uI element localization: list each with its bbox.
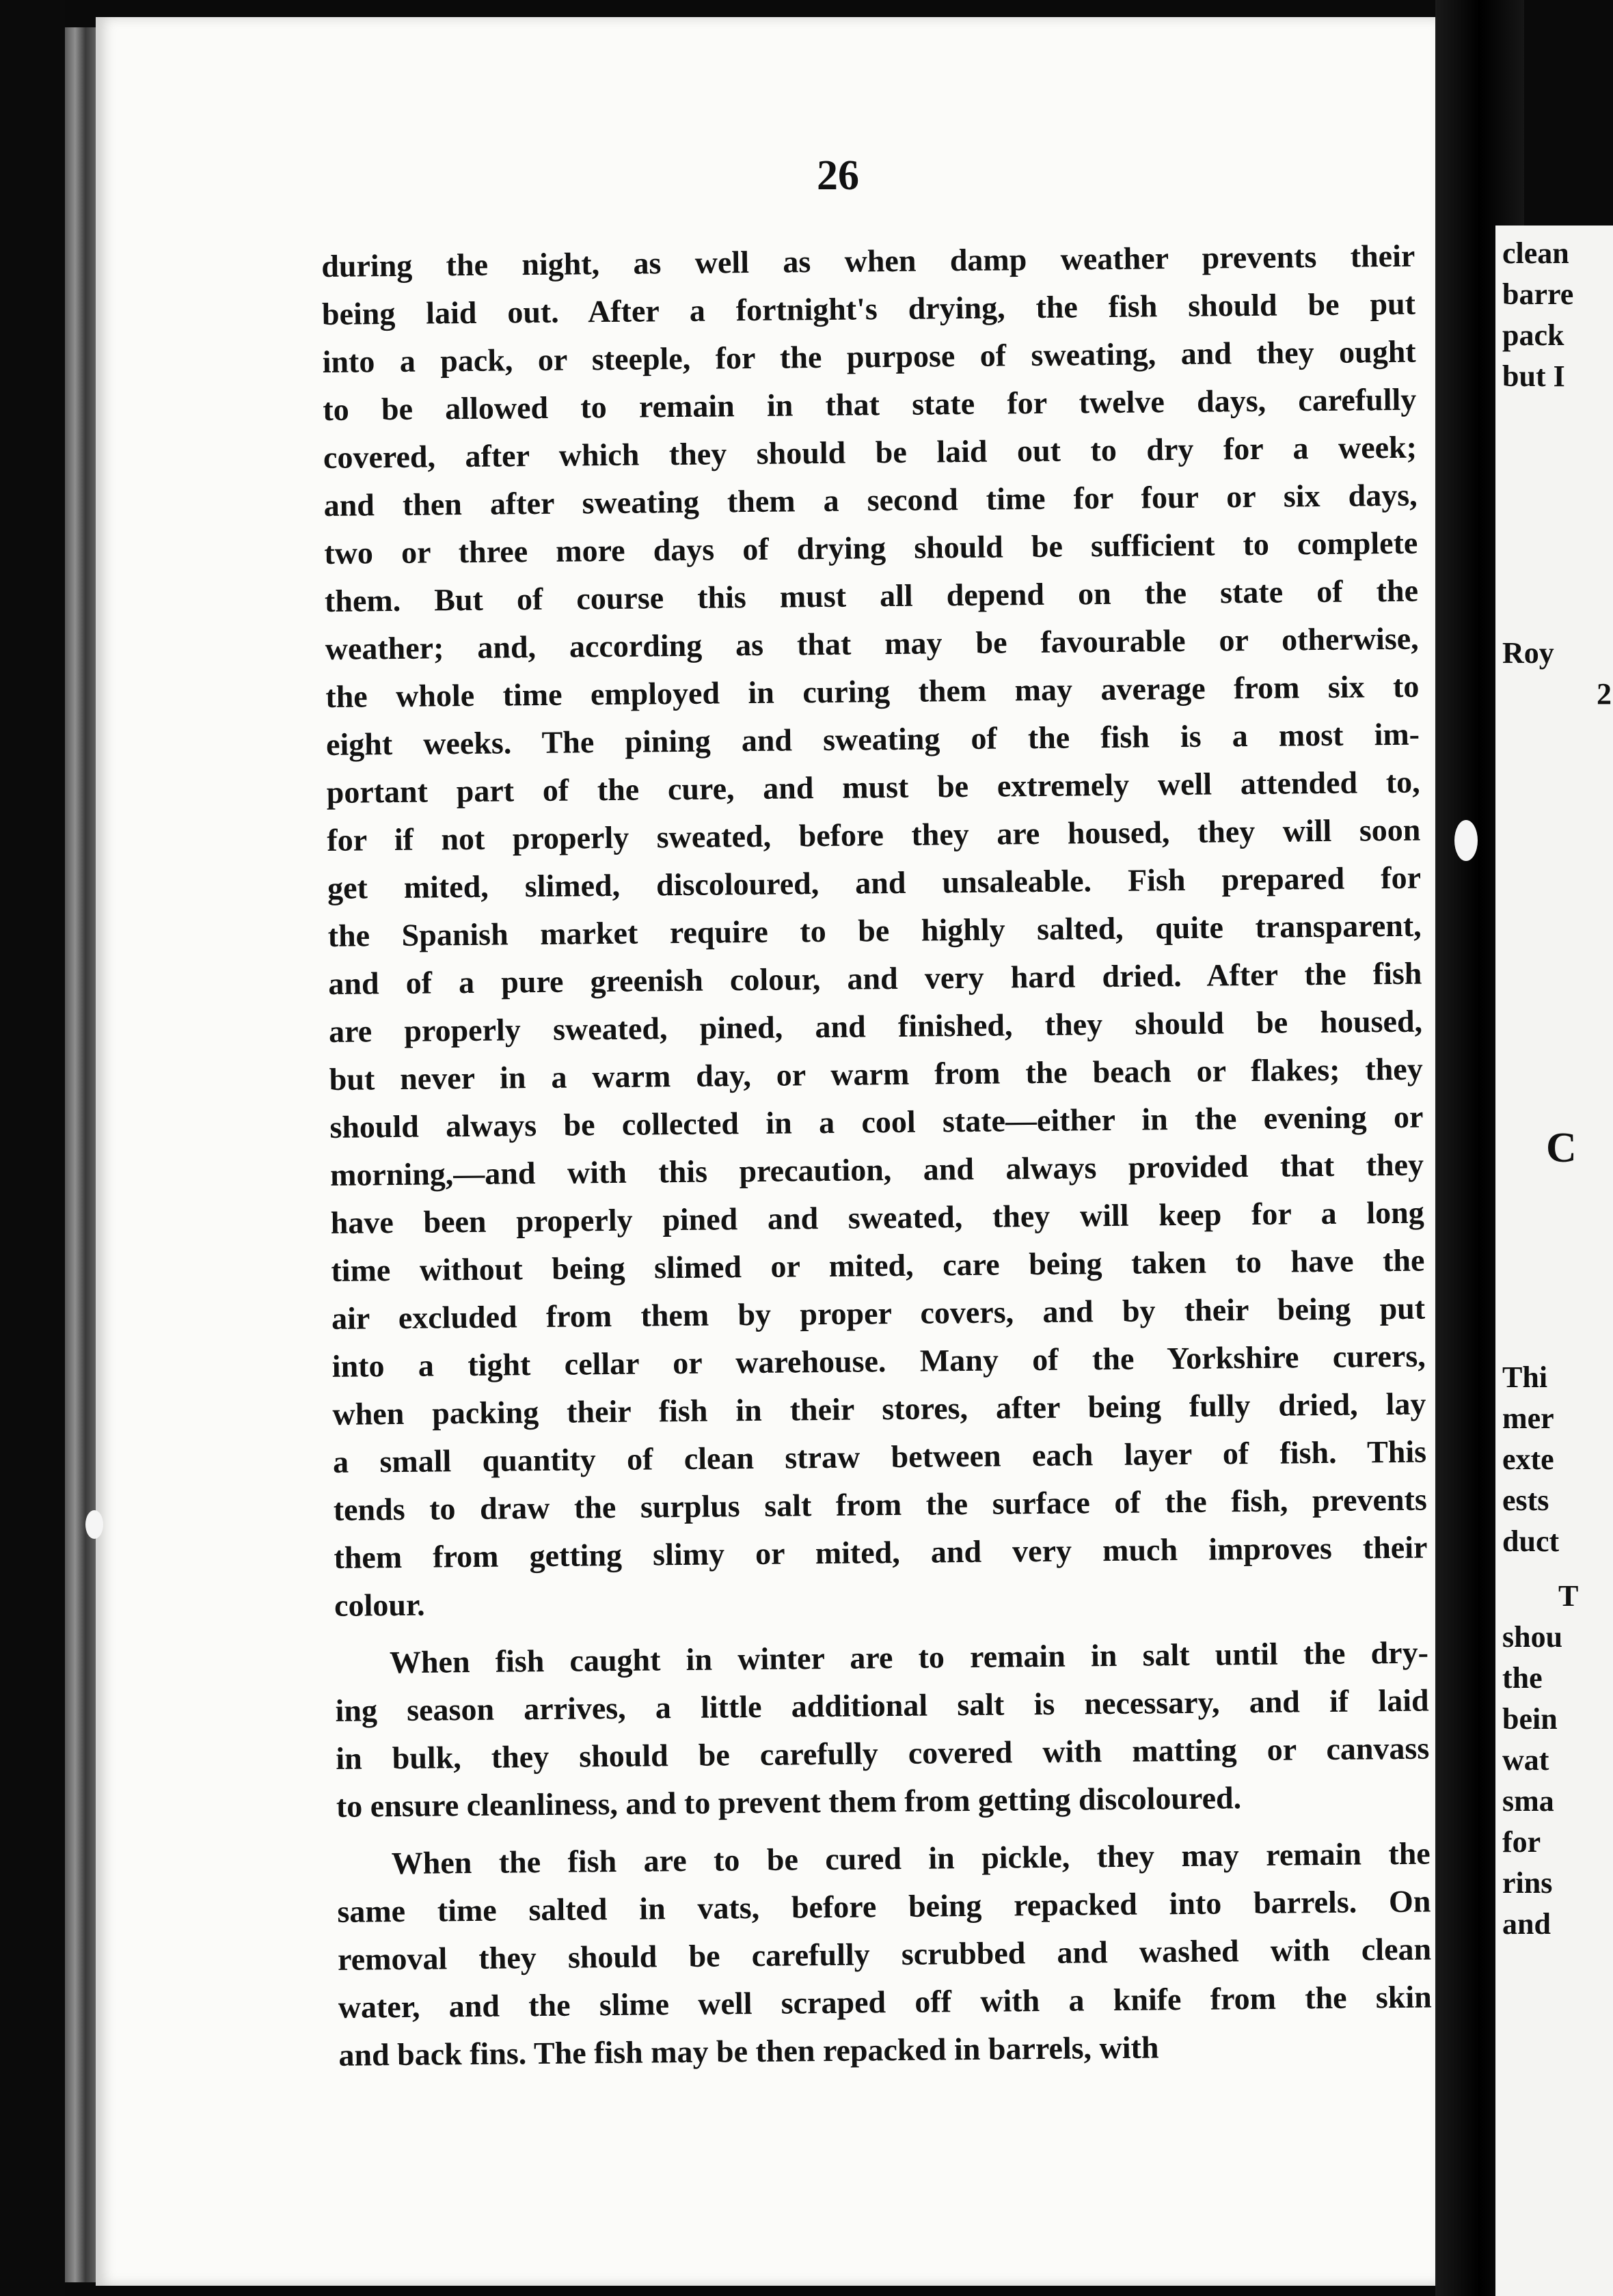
adjacent-page-line: shou	[1502, 1620, 1563, 1654]
scan-background-left	[0, 0, 65, 2296]
text-line: weather; and, according as that may be favourable or otherwise,	[325, 620, 1419, 666]
adjacent-page-line: exte	[1502, 1443, 1554, 1476]
text-line: to ensure cleanliness, and to prevent them from getting discoloured.	[336, 1780, 1242, 1824]
text-line: get mited, slimed, discoloured, and unsaleable. Fish prepared for	[327, 860, 1422, 905]
text-line: them from getting slimy or mited, and very much improves their	[334, 1529, 1428, 1575]
adjacent-page-line: Roy	[1502, 636, 1554, 670]
text-line: a small quantity of clean straw between each layer of fish. This	[332, 1434, 1427, 1479]
text-line: morning,—and with this precaution, and always provided that they	[329, 1147, 1424, 1192]
adjacent-page-line: duct	[1502, 1525, 1560, 1558]
adjacent-page-line: C	[1546, 1125, 1577, 1171]
text-line: in bulk, they should be carefully covered with matting or canvass	[336, 1730, 1430, 1776]
adjacent-page-line: mer	[1502, 1402, 1554, 1435]
text-line: the whole time employed in curing them may average from six to	[325, 668, 1420, 714]
text-line: when packing their fish in their stores, after being fully dried, lay	[332, 1386, 1426, 1432]
adjacent-page-line: T	[1558, 1579, 1579, 1613]
adjacent-page-line: but I	[1502, 359, 1565, 393]
adjacent-page-line: wat	[1502, 1743, 1549, 1777]
text-line: eight weeks. The pining and sweating of the fish is a most im-	[325, 716, 1420, 762]
paragraph-2	[335, 1629, 1431, 1831]
adjacent-page-line: sma	[1502, 1784, 1554, 1818]
scan-speck	[1454, 820, 1478, 861]
adjacent-page-line: for	[1502, 1825, 1541, 1859]
adjacent-page-line: bein	[1502, 1702, 1558, 1736]
text-line: covered, after which they should be laid out to dry for a week;	[323, 429, 1418, 475]
text-line: during the night, as well as when damp weather prevents their	[321, 238, 1415, 284]
text-line: into a tight cellar or warehouse. Many of the Yorkshire curers,	[331, 1338, 1426, 1384]
book-page-edges	[65, 27, 99, 2282]
text-line: ing season arrives, a little additional salt is necessary, and if laid	[335, 1682, 1429, 1728]
paragraph-1	[321, 232, 1428, 1630]
text-line: When fish caught in winter are to remain in salt until the dry-	[389, 1635, 1429, 1680]
scan-speck	[85, 1510, 103, 1539]
text-line: colour.	[334, 1587, 425, 1623]
text-line: have been properly pined and sweated, they will keep for a long	[330, 1194, 1424, 1240]
text-line: and then after sweating them a second time for four or six days,	[323, 477, 1418, 523]
adjacent-page-line: 2	[1597, 677, 1612, 711]
page-body-text	[321, 232, 1433, 2079]
page-number: 26	[817, 152, 859, 199]
text-line: tends to draw the surplus salt from the surface of the fish, prevents	[333, 1481, 1427, 1527]
paragraph-3	[336, 1830, 1432, 2079]
adjacent-page-line: and	[1502, 1907, 1551, 1941]
text-line: to be allowed to remain in that state for twelve days, carefully	[323, 381, 1417, 427]
text-line: and of a pure greenish colour, and very hard dried. After the fish	[328, 955, 1422, 1001]
text-line: air excluded from them by proper covers, and by their being put	[331, 1290, 1426, 1336]
adjacent-page-line: barre	[1502, 277, 1574, 311]
text-line: are properly sweated, pined, and finished, they should be housed,	[328, 1003, 1423, 1049]
adjacent-page-line: clean	[1502, 236, 1569, 270]
text-line: into a pack, or steeple, for the purpose of sweating, and they ought	[322, 333, 1416, 379]
text-line: portant part of the cure, and must be extremely well attended to,	[326, 764, 1420, 810]
text-line: the Spanish market require to be highly salted, quite transparent,	[327, 907, 1422, 953]
adjacent-page-line: pack	[1502, 318, 1564, 352]
text-line: time without being slimed or mited, care being taken to have the	[331, 1242, 1425, 1288]
adjacent-page	[1495, 226, 1613, 2296]
text-line: removal they should be carefully scrubbed and washed with clean	[337, 1931, 1432, 1977]
adjacent-page-line: ests	[1502, 1484, 1549, 1517]
text-line: being laid out. After a fortnight's drying, the fish should be put	[321, 286, 1416, 331]
text-line: two or three more days of drying should be sufficient to complete	[324, 525, 1418, 571]
text-line: should always be collected in a cool state—either in the evening or	[329, 1099, 1424, 1145]
text-line: water, and the slime well scraped off with a knife from the skin	[338, 1979, 1432, 2025]
text-line: for if not properly sweated, before they are housed, they will soon	[327, 812, 1421, 858]
adjacent-page-line: the	[1502, 1661, 1543, 1695]
text-line: same time salted in vats, before being repacked into barrels. On	[337, 1883, 1431, 1929]
adjacent-page-line: Thi	[1502, 1361, 1548, 1394]
text-line: and back fins. The fish may be then repacked in barrels, with	[338, 2030, 1159, 2073]
text-line: When the fish are to be cured in pickle, they may remain the	[391, 1835, 1431, 1881]
text-line: but never in a warm day, or warm from the beach or flakes; they	[329, 1051, 1423, 1097]
adjacent-page-line: rins	[1502, 1866, 1553, 1900]
text-line: them. But of course this must all depend on the state of the	[324, 573, 1419, 618]
